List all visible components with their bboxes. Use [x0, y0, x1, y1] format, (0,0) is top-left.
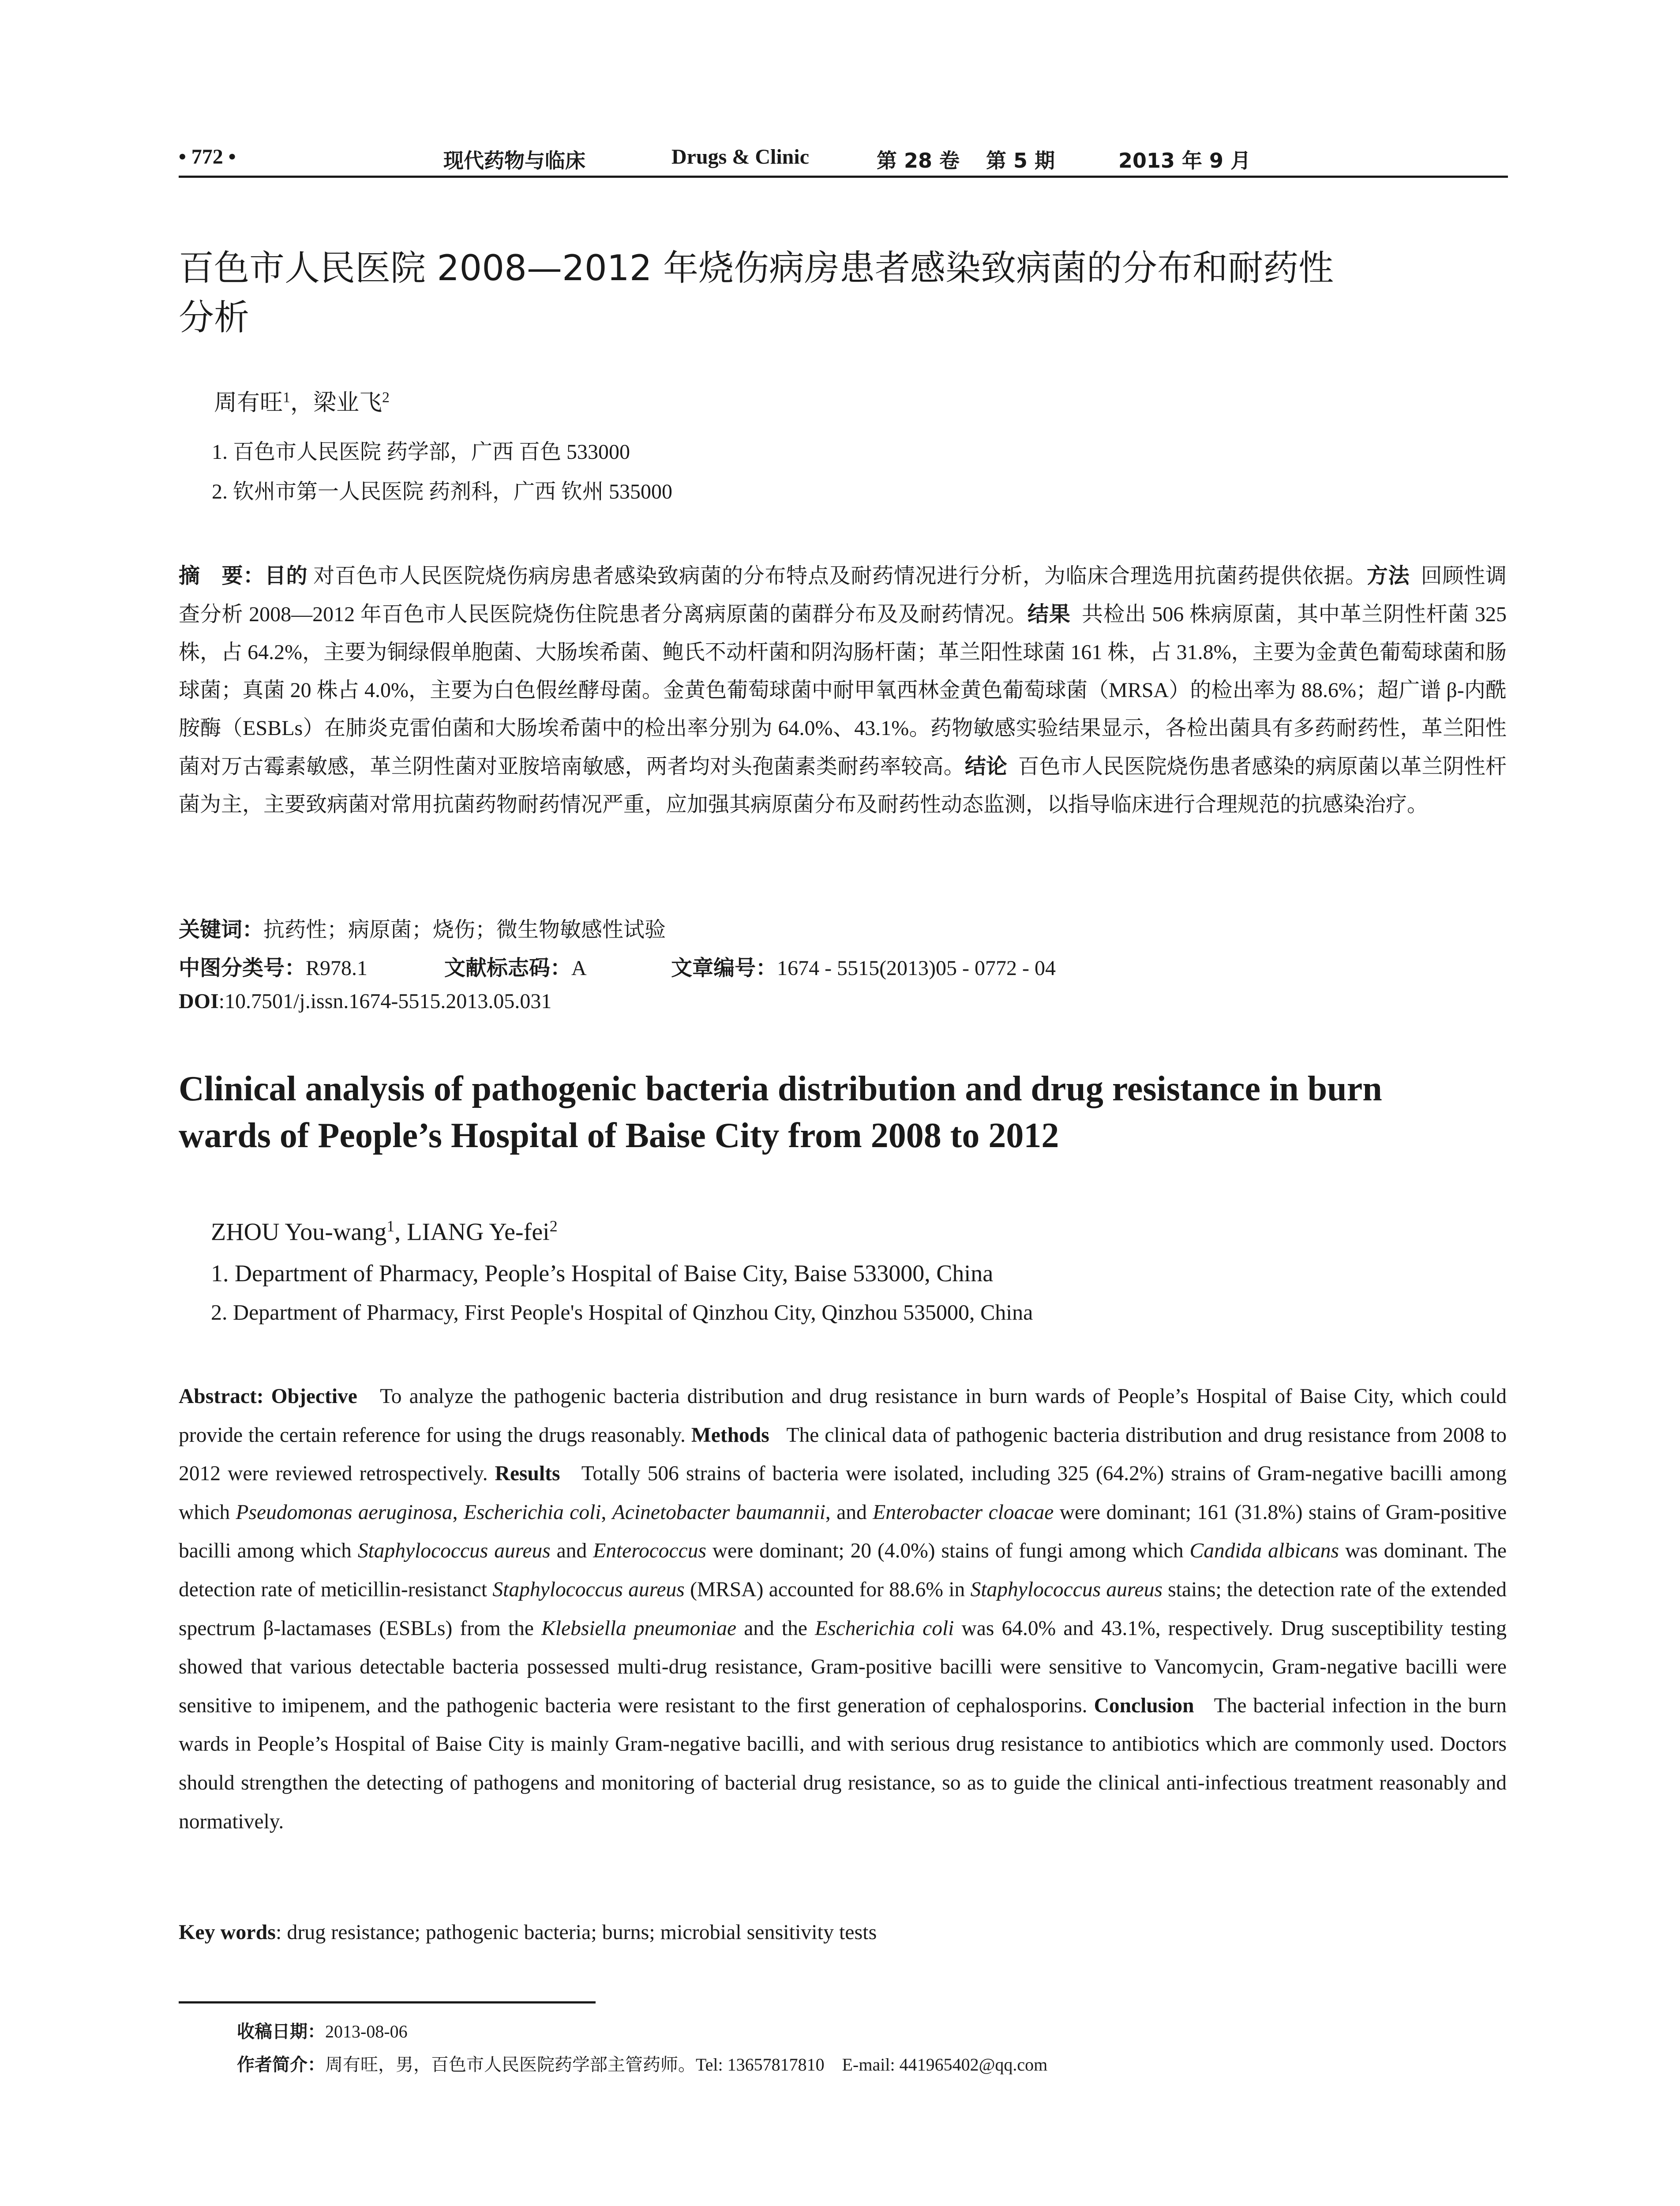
article-no-label: 文章编号： [671, 956, 777, 980]
results-text-d: was dominant. The detection rate of meticillin-resistanct [179, 1539, 1507, 1601]
keywords-en [179, 1920, 877, 1944]
species-ecoli: Escherichia coli [463, 1501, 601, 1524]
author-1-affil-mark: 1 [283, 389, 291, 406]
and-word: and [556, 1539, 587, 1563]
objective-text-cn: 对百色市人民医院烧伤病房患者感染致病菌的分布特点及耐药情况进行分析，为临床合理选用抗菌药提供依据。 [313, 564, 1367, 588]
methods-label-cn: 方法 [1366, 563, 1410, 588]
author-separator-en: , [394, 1218, 407, 1246]
species-staph: Staphylococcus aureus [970, 1578, 1162, 1601]
keywords-cn [179, 912, 666, 943]
methods-text-en: The clinical data of pathogenic bacteria distribution and drug resistance from 2008 to 2012 were reviewed retrospectively. [179, 1423, 1507, 1486]
affiliation-2-cn: 2. 钦州市第一人民医院 药剂科，广西 钦州 535000 [212, 480, 673, 503]
species-klebsiella: Klebsiella pneumoniae [541, 1617, 737, 1640]
bio-text: 周有旺，男，百色市人民医院药学部主管药师。Tel: 13657817810 E-mail: 441965402@qq.com [325, 2055, 1048, 2075]
results-text-c: were dominant; 20 (4.0%) stains of fungi among which [712, 1539, 1184, 1563]
comma: , [452, 1501, 458, 1524]
results-text-b: were dominant; 161 (31.8%) stains of Gram-positive bacilli among which [179, 1501, 1507, 1563]
abstract-label-cn: 摘 要： [179, 563, 265, 588]
running-header [179, 140, 1508, 178]
methods-label-en: Methods [691, 1423, 769, 1447]
volume: 第 28 卷 [877, 149, 960, 173]
doc-code-label: 文献标志码： [444, 956, 572, 980]
results-text-a: Totally 506 strains of bacteria were isolated, including 325 (64.2%) strains of Gram-negative bacilli among which [179, 1462, 1507, 1524]
authors-cn [214, 384, 390, 417]
doi-value: :10.7501/j.issn.1674-5515.2013.05.031 [218, 990, 552, 1013]
issue: 第 5 期 [986, 149, 1055, 173]
abstract-objective-label-en: Abstract: Objective [179, 1385, 357, 1408]
affiliation-1-cn: 1. 百色市人民医院 药学部，广西 百色 533000 [212, 440, 630, 464]
species-ecoli: Escherichia coli [815, 1617, 954, 1640]
species-staph: Staphylococcus aureus [492, 1578, 685, 1601]
author-1-en: ZHOU You-wang [211, 1218, 387, 1246]
doc-code-value: A [571, 957, 586, 980]
results-text-cn: 共检出 506 株病原菌，其中革兰阴性杆菌 325 株，占 64.2%，主要为铜绿假单胞菌、大肠埃希菌、鲍氏不动杆菌和阴沟肠杆菌；革兰阳性球菌 161 株，占 31.8%，主要为金黄色葡萄球菌和肠球菌；真菌 20 株占 4.0%，主要为白色假丝酵母菌。金黄色葡萄球菌中耐甲氧西林金黄色葡萄球菌（MRSA）的检出率为 88.6%；超广谱 β-内酰胺酶（ESBLs）在肺炎克雷伯菌和大肠埃希菌中的检出率分别为 64.0%、43.1%。药物敏感实验结果显示，各检出菌具有多药耐药性，革兰阳性菌对万古霉素敏感，革兰阴性菌对亚胺培南敏感，两者均对头孢菌素类耐药率较高。 [179, 603, 1507, 778]
title-cn [179, 244, 1502, 342]
received-value: 2013-08-06 [325, 2022, 408, 2041]
title-cn-line2: 分析 [179, 297, 249, 338]
bio-label: 作者简介： [237, 2055, 325, 2075]
results-label-cn: 结果 [1028, 602, 1071, 627]
author-2-en-affil-mark: 2 [549, 1217, 558, 1235]
objective-label-cn: 目的 [264, 563, 308, 588]
clc-label: 中图分类号： [179, 956, 306, 980]
abstract-cn [179, 557, 1507, 824]
title-en [179, 1065, 1507, 1159]
classification-line [179, 951, 1056, 981]
objective-text-en: To analyze the pathogenic bacteria distribution and drug resistance in burn wards of People’s Hospital of Baise City, which could provide the certain reference for using the drugs reasonably. [179, 1385, 1507, 1447]
author-2-affil-mark: 2 [382, 389, 390, 406]
author-separator: ， [290, 390, 314, 416]
results-text-e: (MRSA) accounted for 88.6% in [690, 1578, 965, 1601]
keywords-text-en: : drug resistance; pathogenic bacteria; burns; microbial sensitivity tests [275, 1921, 877, 1944]
conclusion-label-en: Conclusion [1094, 1694, 1194, 1717]
title-en-line2: wards of People’s Hospital of Baise City from 2008 to 2012 [179, 1116, 1059, 1155]
authors-en [211, 1217, 558, 1246]
doi-line [179, 989, 551, 1013]
keywords-label-en: Key words [179, 1921, 276, 1944]
methods-text-cn: 回顾性调查分析 2008—2012 年百色市人民医院烧伤住院患者分离病原菌的菌群分布及及耐药情况。 [179, 564, 1507, 626]
species-pseudomonas: Pseudomonas aeruginosa [236, 1501, 453, 1524]
footnote-rule [179, 2001, 596, 2003]
journal-name-en: Drugs & Clinic [671, 145, 809, 169]
species-candida: Candida albicans [1189, 1539, 1339, 1563]
title-cn-line1: 百色市人民医院 2008—2012 年烧伤病房患者感染致病菌的分布和耐药性 [179, 248, 1334, 289]
results-text-g: was 64.0% and 43.1%, respectively. Drug susceptibility testing showed that various detectable bacteria possessed multi-drug resistance, Gram-positive bacilli were sensitive to Vancomycin, Gram-negative bacilli were sensitive to imipenem, and the pathogenic bacteria were resistant to the first generation of cephalosporins. [179, 1617, 1507, 1717]
affiliation-2-en: 2. Department of Pharmacy, First People's Hospital of Qinzhou City, Qinzhou 535000, China [211, 1300, 1033, 1324]
author-2-en: LIANG Ye-fei [407, 1218, 550, 1246]
species-staph: Staphylococcus aureus [357, 1539, 551, 1563]
title-en-line1: Clinical analysis of pathogenic bacteria distribution and drug resistance in burn [179, 1069, 1382, 1108]
keywords-text-cn: 抗药性；病原菌；烧伤；微生物敏感性试验 [263, 918, 666, 942]
author-1-cn: 周有旺 [214, 390, 283, 416]
author-2-cn: 梁业飞 [313, 390, 382, 416]
comma: , [601, 1501, 607, 1524]
page-number: • 772 • [179, 145, 236, 169]
and-the-word: and the [744, 1617, 807, 1640]
results-label-en: Results [495, 1462, 560, 1486]
received-label: 收稿日期： [237, 2022, 325, 2042]
species-acinetobacter: Acinetobacter baumannii [612, 1501, 825, 1524]
author-1-en-affil-mark: 1 [386, 1217, 395, 1235]
conclusion-label-cn: 结论 [964, 754, 1008, 779]
abstract-en [179, 1377, 1507, 1841]
keywords-label-cn: 关键词： [179, 917, 264, 942]
species-enterococcus: Enterococcus [593, 1539, 706, 1563]
conclusion-text-cn: 百色市人民医院烧伤患者感染的病原菌以革兰阴性杆菌为主，主要致病菌对常用抗菌药物耐药情况严重，应加强其病原菌分布及耐药性动态监测，以指导临床进行合理规范的抗感染治疗。 [179, 755, 1507, 816]
results-text-f: stains; the detection rate of the extended spectrum β-lactamases (ESBLs) from the [179, 1578, 1507, 1640]
clc-value: R978.1 [306, 957, 368, 980]
journal-name-cn: 现代药物与临床 [443, 149, 585, 173]
received-date [237, 2018, 408, 2043]
species-enterobacter: Enterobacter cloacae [873, 1501, 1054, 1524]
issue-date: 2013 年 9 月 [1118, 149, 1251, 173]
conclusion-text-en: The bacterial infection in the burn wards in People’s Hospital of Baise City is mainly Gram-negative bacilli, and with serious drug resistance to antibiotics which are commonly used. Doctors should strengthen the detecting of pathogens and monitoring of bacterial drug resistance, so as to guide the clinical anti-infectious treatment reasonably and normatively. [179, 1694, 1507, 1833]
doi-label: DOI [179, 990, 219, 1013]
affiliation-1-en: 1. Department of Pharmacy, People’s Hospital of Baise City, Baise 533000, China [211, 1260, 994, 1287]
article-no-value: 1674 - 5515(2013)05 - 0772 - 04 [777, 957, 1056, 980]
and-word: , and [825, 1501, 867, 1524]
author-bio [237, 2051, 1047, 2076]
